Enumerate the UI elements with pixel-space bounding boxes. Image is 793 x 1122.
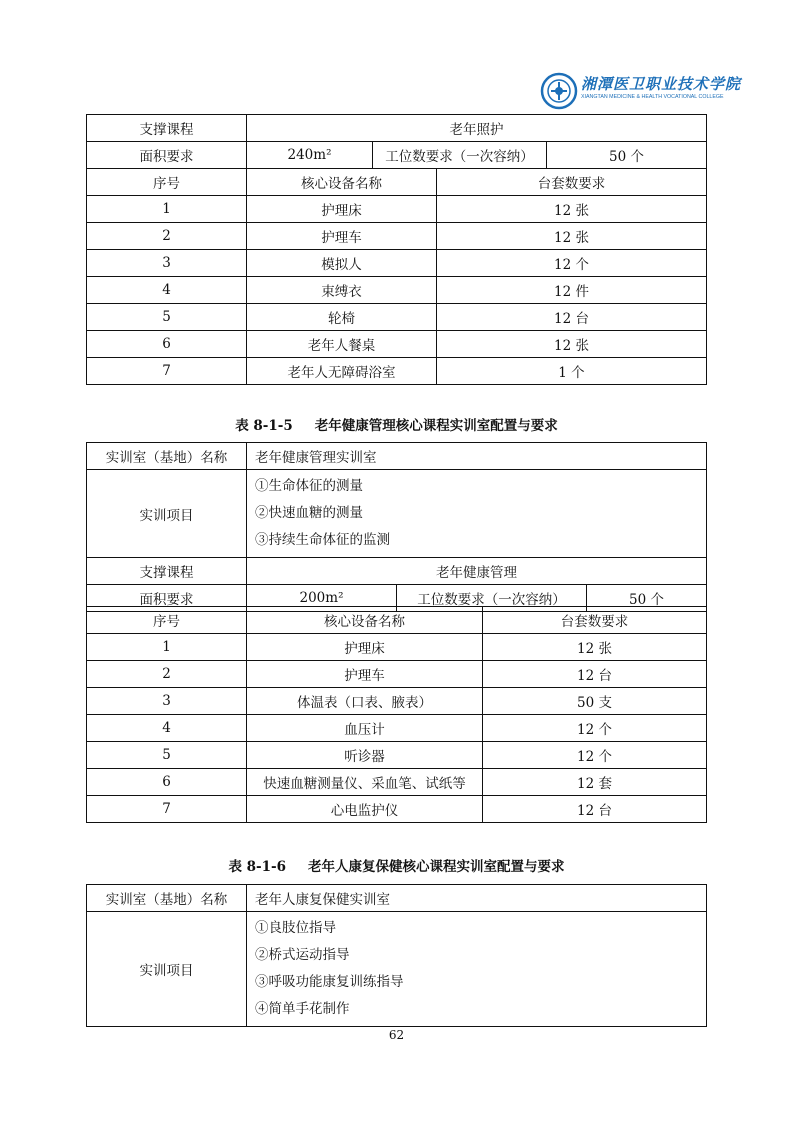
table-elderly-care [86, 114, 707, 385]
row-no: 7 [87, 358, 247, 385]
table-health-management [86, 442, 707, 612]
row-equipment: 轮椅 [247, 304, 437, 331]
table-title: 老年健康管理核心课程实训室配置与要求 [314, 418, 558, 434]
col-header-equipment: 核心设备名称 [247, 169, 437, 196]
area-value: 240m² [247, 142, 373, 169]
station-value: 50 个 [587, 585, 707, 612]
row-equipment: 护理床 [247, 196, 437, 223]
row-quantity: 12 个 [483, 742, 707, 769]
table-row [87, 688, 707, 715]
row-quantity: 50 支 [483, 688, 707, 715]
project-label: 实训项目 [87, 912, 247, 1027]
row-equipment: 快速血糖测量仪、采血笔、试纸等 [247, 769, 483, 796]
table-row [87, 715, 707, 742]
row-quantity: 12 套 [483, 769, 707, 796]
page-number: 62 [388, 1028, 405, 1042]
row-no: 1 [87, 196, 247, 223]
col-header-equipment: 核心设备名称 [247, 607, 483, 634]
table-row [87, 304, 707, 331]
row-equipment: 护理车 [247, 661, 483, 688]
row-equipment: 护理车 [247, 223, 437, 250]
project-list [247, 470, 707, 558]
room-name-value: 老年人康复保健实训室 [247, 885, 707, 912]
row-equipment: 老年人无障碍浴室 [247, 358, 437, 385]
area-label: 面积要求 [87, 142, 247, 169]
project-label: 实训项目 [87, 470, 247, 558]
table-caption [0, 855, 793, 875]
support-course-label: 支撑课程 [87, 115, 247, 142]
college-name-cn: 湘潭医卫职业技术学院 [581, 75, 742, 93]
row-no: 4 [87, 277, 247, 304]
row-equipment: 束缚衣 [247, 277, 437, 304]
col-header-quantity: 台套数要求 [483, 607, 707, 634]
table-row [87, 661, 707, 688]
table-row [87, 769, 707, 796]
list-item: ②桥式运动指导 [255, 947, 350, 963]
row-no: 3 [87, 688, 247, 715]
row-quantity: 1 个 [437, 358, 707, 385]
row-equipment: 心电监护仪 [247, 796, 483, 823]
table-row [87, 196, 707, 223]
station-value: 50 个 [547, 142, 707, 169]
row-no: 4 [87, 715, 247, 742]
row-quantity: 12 个 [437, 250, 707, 277]
row-equipment: 听诊器 [247, 742, 483, 769]
row-no: 1 [87, 634, 247, 661]
row-equipment: 血压计 [247, 715, 483, 742]
row-equipment: 护理床 [247, 634, 483, 661]
table-row [87, 634, 707, 661]
list-item: ③呼吸功能康复训练指导 [255, 974, 404, 990]
row-quantity: 12 件 [437, 277, 707, 304]
table-title: 老年人康复保健核心课程实训室配置与要求 [308, 859, 565, 875]
area-value: 200m² [247, 585, 397, 612]
row-quantity: 12 个 [483, 715, 707, 742]
support-course-value: 老年健康管理 [247, 558, 707, 585]
table-row [87, 331, 707, 358]
table-row [87, 277, 707, 304]
station-label: 工位数要求（一次容纳） [397, 585, 587, 612]
table-number: 表 8-1-6 [228, 859, 287, 875]
room-name-label: 实训室（基地）名称 [87, 885, 247, 912]
row-quantity: 12 台 [483, 661, 707, 688]
station-label: 工位数要求（一次容纳） [373, 142, 547, 169]
row-quantity: 12 张 [437, 331, 707, 358]
row-quantity: 12 台 [483, 796, 707, 823]
col-header-no: 序号 [87, 607, 247, 634]
row-no: 2 [87, 661, 247, 688]
table-number: 表 8-1-5 [235, 418, 293, 434]
college-logo [540, 70, 742, 114]
list-item: ②快速血糖的测量 [255, 505, 363, 521]
row-no: 6 [87, 769, 247, 796]
row-no: 3 [87, 250, 247, 277]
list-item: ①良肢位指导 [255, 920, 336, 936]
table-row [87, 223, 707, 250]
college-name-en: XIANGTAN MEDICINE & HEALTH VOCATIONAL COLLEGE [581, 94, 724, 100]
area-label: 面积要求 [87, 585, 247, 612]
col-header-quantity: 台套数要求 [437, 169, 707, 196]
list-item: ①生命体征的测量 [255, 478, 363, 494]
row-equipment: 体温表（口表、腋表） [247, 688, 483, 715]
table-caption [0, 414, 793, 434]
list-item: ④简单手花制作 [255, 1001, 350, 1017]
college-emblem-icon [540, 70, 578, 112]
row-no: 2 [87, 223, 247, 250]
row-equipment: 老年人餐桌 [247, 331, 437, 358]
table-row [87, 250, 707, 277]
row-no: 5 [87, 742, 247, 769]
table-row [87, 742, 707, 769]
support-course-label: 支撑课程 [87, 558, 247, 585]
row-quantity: 12 张 [437, 196, 707, 223]
col-header-no: 序号 [87, 169, 247, 196]
row-quantity: 12 张 [483, 634, 707, 661]
table-rehabilitation [86, 884, 707, 1027]
support-course-value: 老年照护 [247, 115, 707, 142]
table-row [87, 796, 707, 823]
table-health-management-equipment [86, 606, 707, 823]
row-no: 7 [87, 796, 247, 823]
room-name-value: 老年健康管理实训室 [247, 443, 707, 470]
project-list [247, 912, 707, 1027]
table-row [87, 358, 707, 385]
row-quantity: 12 张 [437, 223, 707, 250]
row-no: 5 [87, 304, 247, 331]
row-no: 6 [87, 331, 247, 358]
list-item: ③持续生命体征的监测 [255, 532, 390, 548]
room-name-label: 实训室（基地）名称 [87, 443, 247, 470]
row-equipment: 模拟人 [247, 250, 437, 277]
row-quantity: 12 台 [437, 304, 707, 331]
